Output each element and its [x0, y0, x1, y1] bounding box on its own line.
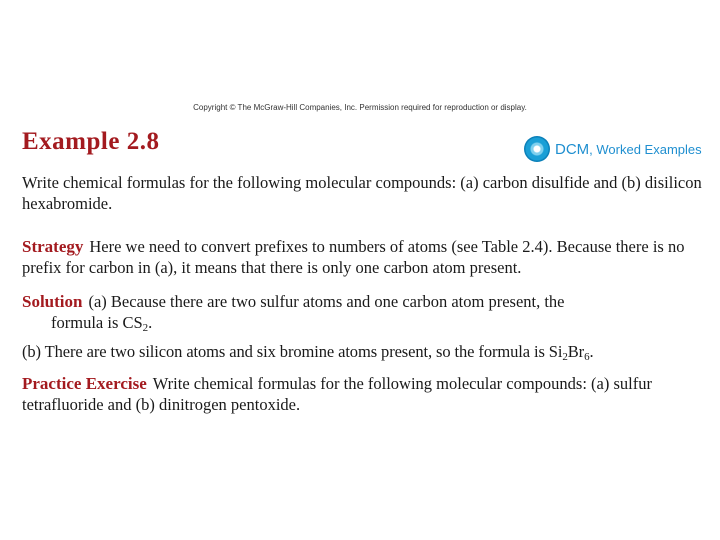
copyright-notice: Copyright © The McGraw-Hill Companies, Inc. Permission required for reproduction or display.	[193, 103, 527, 112]
solution-section	[22, 291, 702, 333]
solution-heading: Solution	[22, 292, 83, 311]
strategy-heading: Strategy	[22, 237, 84, 256]
solution-a-line2: formula is $CS_2$.	[51, 313, 153, 334]
cd-icon	[524, 136, 550, 162]
practice-text: Write chemical formulas for the following molecular compounds: (a) sulfur tetrafluoride and (b) dinitrogen pentoxide.	[22, 374, 652, 414]
strategy-section	[22, 236, 702, 278]
practice-heading: Practice Exercise	[22, 374, 147, 393]
dcm-label: DCM, Worked Examples	[555, 140, 702, 158]
practice-section	[22, 373, 702, 415]
problem-statement: Write chemical formulas for the following molecular compounds: (a) carbon disulfide and (b) disilicon hexabromide.	[22, 173, 702, 213]
solution-b: (b) There are two silicon atoms and six bromine atoms present, so the formula is $Si_2Br_6$.	[22, 342, 594, 363]
strategy-text: Here we need to convert prefixes to numbers of atoms (see Table 2.4). Because there is no prefix for carbon in (a), it means that there is only one carbon atom present.	[22, 237, 685, 277]
solution-a-line1: (a) Because there are two sulfur atoms and one carbon atom present, the	[88, 292, 565, 311]
dcm-worked-examples-link[interactable]	[524, 136, 702, 162]
page-title: Example 2.8	[22, 128, 160, 155]
